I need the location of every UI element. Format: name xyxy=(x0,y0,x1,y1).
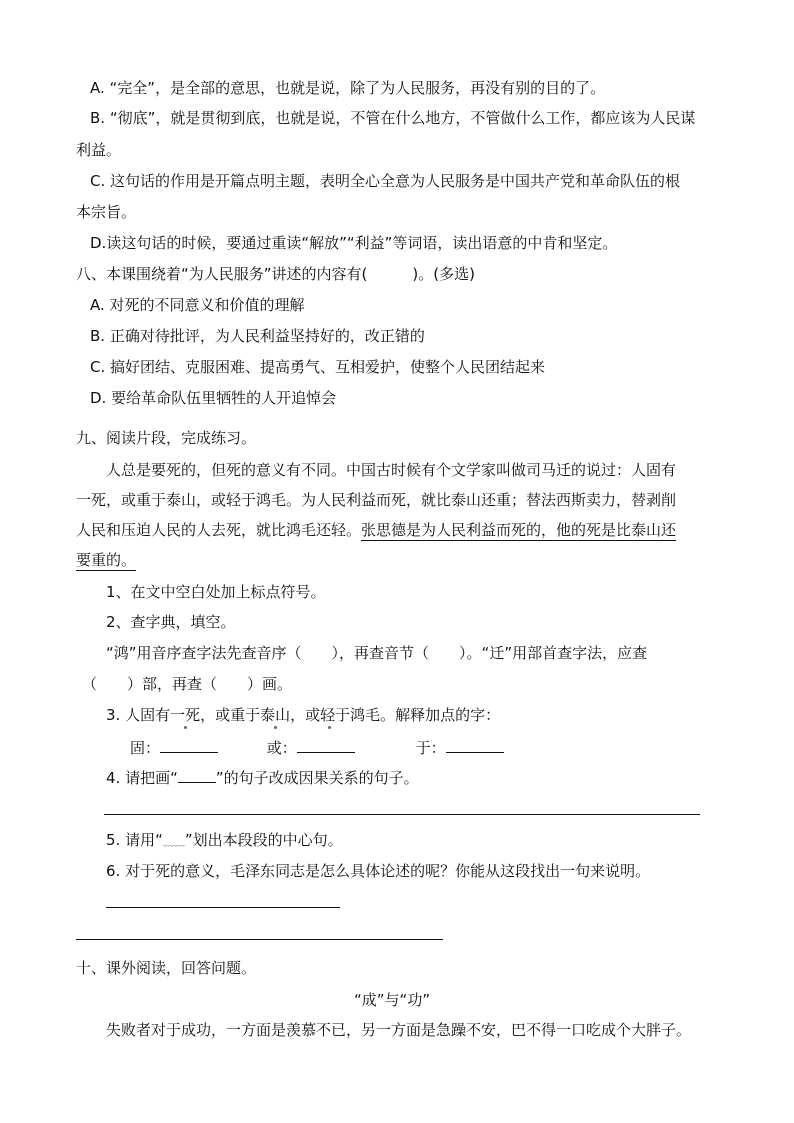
wavy-line-sample: ﹏﹏ xyxy=(162,835,185,848)
huo-answer-blank[interactable] xyxy=(297,736,355,753)
q9-item-2-line-2: （ ）部，再查（ ）画。 xyxy=(82,675,293,693)
emphasis-dot-huo xyxy=(274,726,277,729)
underlined-sentence-cont: 要重的。 xyxy=(76,551,137,569)
q9-item-5 xyxy=(106,829,343,853)
q7-option-a: A. “完全”，是全部的意思，也就是说，除了为人民服务，再没有别的目的了。 xyxy=(90,79,606,97)
article-title: “成”与“功” xyxy=(354,991,431,1009)
q7-option-c: C. 这句话的作用是开篇点明主题，表明全心全意为人民服务是中国共产党和革命队伍的根 xyxy=(90,172,681,190)
q9-item-3-answers xyxy=(130,736,504,759)
passage-line-1: 人总是要死的，但死的意义有不同。中国古时候有个文学家叫做司马迁的说过：人固有 xyxy=(106,461,677,479)
q7-option-c-cont: 本宗旨。 xyxy=(76,203,137,221)
passage-line-3-plain: 人民和压迫人民的人去死，就比鸿毛还轻。 xyxy=(76,521,362,539)
q9-item-6: 6. 对于死的意义，毛泽东同志是怎么具体论述的呢？你能从这段找出一句来说明。 xyxy=(106,862,651,880)
q7-option-b: B. “彻底”，就是贯彻到底，也就是说，不管在什么地方，不管做什么工作，都应该为人民谋 xyxy=(90,109,696,127)
q7-option-d: D.读这句话的时候，要通过重读“解放”“利益”等词语，读出语意的中肯和坚定。 xyxy=(90,234,618,252)
q9-item-3: 3. 人固有一死，或重于泰山，或轻于鸿毛。解释加点的字： xyxy=(106,706,501,724)
q10-title: 十、课外阅读，回答问题。 xyxy=(76,959,257,977)
yu-answer-blank[interactable] xyxy=(446,736,504,753)
underline-sample xyxy=(178,770,216,783)
q9-item-5-prefix: 5. 请用“ xyxy=(106,831,163,849)
passage-line-2: 一死，或重于泰山，或轻于鸿毛。为人民利益而死，就比泰山还重；替法西斯卖力，替剥削 xyxy=(76,491,677,509)
gu-answer-blank[interactable] xyxy=(160,736,218,753)
emphasis-dot-gu xyxy=(184,726,187,729)
q9-item-4-prefix: 4. 请把画“ xyxy=(106,769,178,787)
passage-line-4 xyxy=(76,549,136,571)
huo-label: 或： xyxy=(266,739,297,757)
q7-option-b-cont: 利益。 xyxy=(76,141,122,159)
yu-label: 于： xyxy=(415,739,446,757)
q8-option-a: A. 对死的不同意义和价值的理解 xyxy=(90,296,305,314)
q9-item-4-answer-line[interactable] xyxy=(104,814,700,815)
q9-item-1: 1、在文中空白处加上标点符号。 xyxy=(106,583,326,601)
article-first-line: 失败者对于成功，一方面是羡慕不已，另一方面是急躁不安，巴不得一口吃成个大胖子。 xyxy=(106,1021,692,1039)
q9-item-2-line-1: “鸿”用音序查字法先查音序（ ），再查音节（ ）。“迁”用部首查字法，应查 xyxy=(106,644,648,662)
q8-option-d: D. 要给革命队伍里牺牲的人开追悼会 xyxy=(90,389,337,407)
q8-option-c: C. 搞好团结、克服困难、提高勇气、互相爱护，使整个人民团结起来 xyxy=(90,358,546,376)
q9-item-6-answer-line-1[interactable] xyxy=(106,907,340,908)
passage-line-3 xyxy=(76,519,676,541)
underlined-sentence: 张思德是为人民利益而死的，他的死是比泰山还 xyxy=(361,521,677,539)
q9-item-6-answer-line-2[interactable] xyxy=(76,939,443,940)
emphasis-dot-yu xyxy=(328,726,331,729)
q9-title: 九、阅读片段，完成练习。 xyxy=(76,429,257,447)
gu-label: 固： xyxy=(130,739,161,757)
q9-item-4-suffix: ”的句子改成因果关系的句子。 xyxy=(215,769,419,787)
q9-item-2: 2、查字典，填空。 xyxy=(106,613,236,631)
q9-item-5-suffix: ”划出本段段的中心句。 xyxy=(184,831,343,849)
q8-option-b: B. 正确对待批评，为人民利益坚持好的，改正错的 xyxy=(90,327,425,345)
q8-title: 八、本课围绕着“为人民服务”讲述的内容有( )。(多选) xyxy=(76,265,475,283)
q9-item-4 xyxy=(106,767,419,789)
